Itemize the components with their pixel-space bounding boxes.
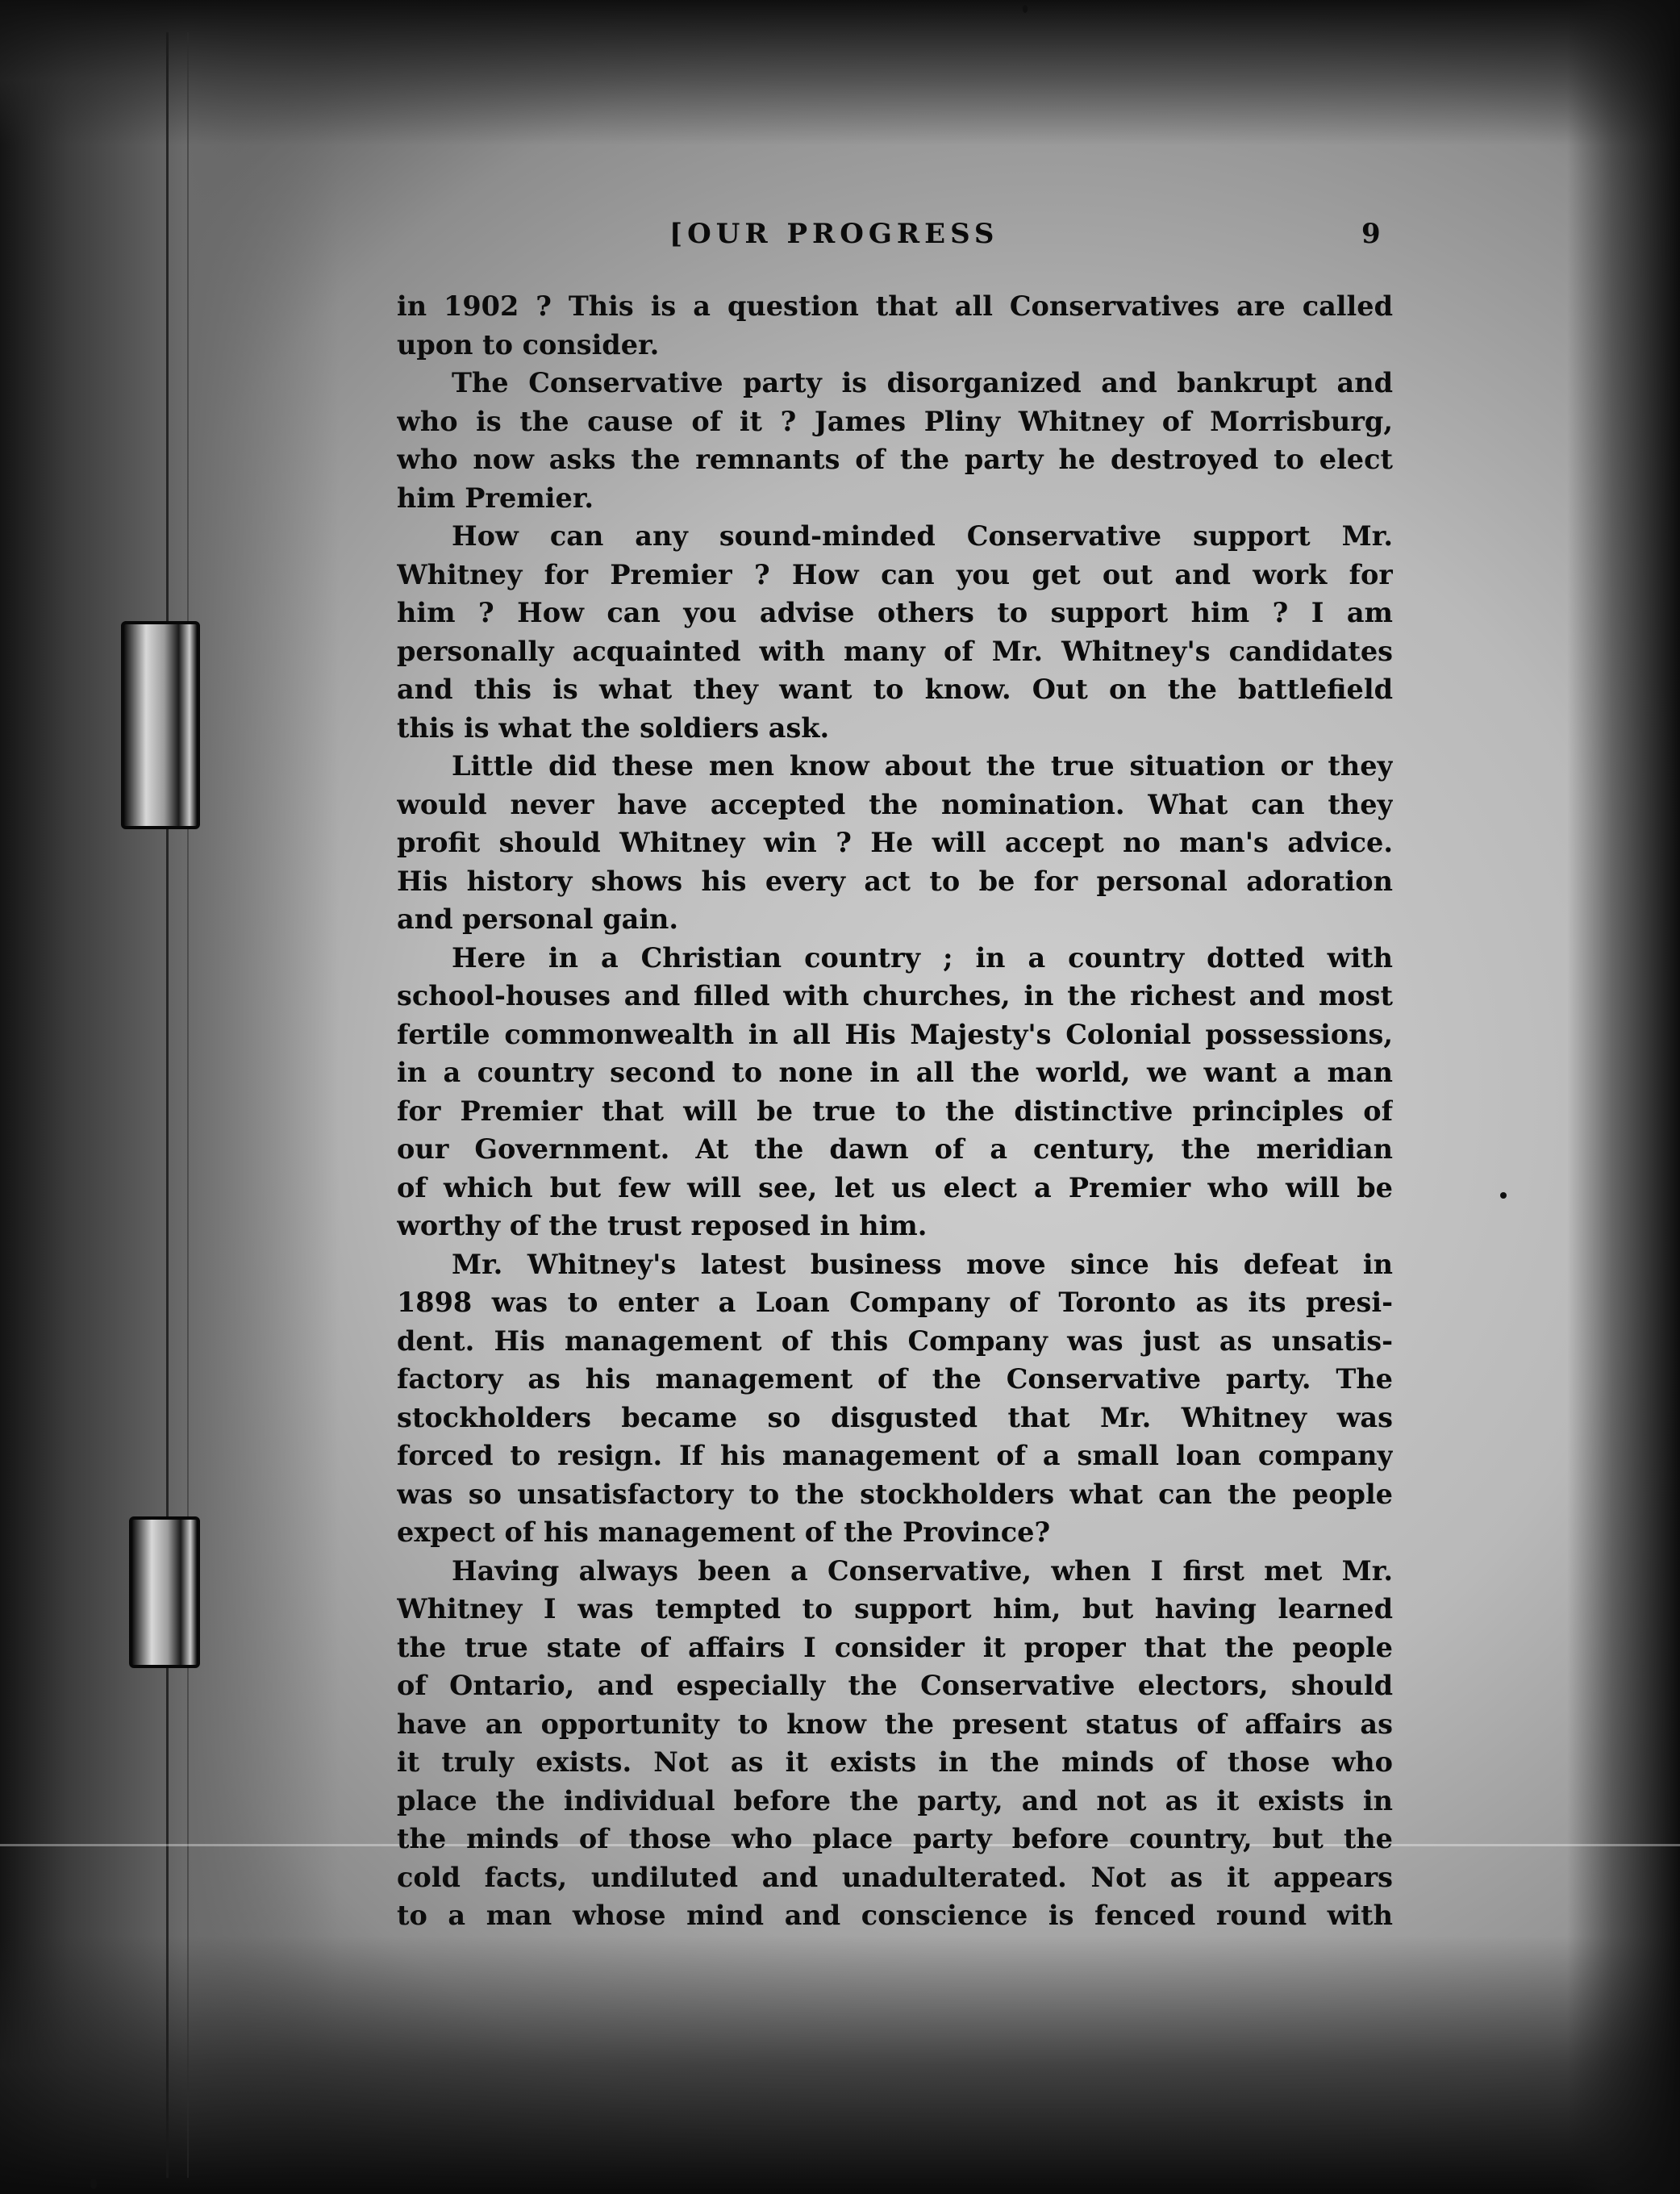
- text-line: have an opportunity to know the present status of affairs as: [397, 1708, 1393, 1740]
- binding-tape-top: [121, 621, 200, 829]
- text-line: forced to resign. If his management of a small loan company: [397, 1440, 1393, 1471]
- dust-speck: [1023, 5, 1028, 13]
- text-line: was so unsatisfactory to the stockholders what can the people: [397, 1478, 1393, 1510]
- binding-crease-secondary: [187, 32, 189, 2178]
- body-text: [397, 287, 1393, 1935]
- binding-shadow: [0, 0, 339, 2194]
- text-line: our Government. At the dawn of a century, the meridian: [397, 1133, 1393, 1165]
- text-line: personally acquainted with many of Mr. Whitney's candidates: [397, 635, 1393, 667]
- bottom-edge-shadow: [0, 1936, 1680, 2194]
- text-line: factory as his management of the Conservative party. The: [397, 1363, 1393, 1395]
- text-line: in 1902 ? This is a question that all Conservatives are called: [397, 290, 1393, 322]
- text-line: Whitney I was tempted to support him, but having learned: [397, 1593, 1393, 1625]
- dust-speck: [90, 2178, 97, 2189]
- text-line: profit should Whitney win ? He will accept no man's advice.: [397, 827, 1393, 858]
- text-line: to a man whose mind and conscience is fenced round with: [397, 1900, 1393, 1931]
- text-line: Whitney for Premier ? How can you get out and work for: [397, 558, 1393, 590]
- text-line: expect of his management of the Province?: [397, 1516, 1051, 1548]
- text-line: in a country second to none in all the world, we want a man: [397, 1057, 1393, 1088]
- right-edge-shadow: [1567, 0, 1680, 2194]
- text-line: and personal gain.: [397, 903, 679, 935]
- text-line: him ? How can you advise others to support him ? I am: [397, 597, 1393, 628]
- text-line: fertile commonwealth in all His Majesty's Colonial possessions,: [397, 1018, 1393, 1050]
- text-line: Here in a Christian country ; in a country dotted with: [452, 941, 1393, 974]
- text-line: and this is what they want to know. Out on the battlefield: [397, 674, 1393, 705]
- text-line: worthy of the trust reposed in him.: [397, 1210, 928, 1241]
- dust-speck: [1500, 1192, 1507, 1199]
- running-title: [OUR PROGRESS: [669, 218, 999, 250]
- text-line: who is the cause of it ? James Pliny Whitney of Morrisburg,: [397, 405, 1393, 437]
- top-edge-shadow: [0, 0, 1680, 145]
- text-line: His history shows his every act to be for personal adoration: [397, 865, 1393, 897]
- running-header: [669, 218, 1395, 258]
- text-line: him Premier.: [397, 482, 594, 514]
- text-line: upon to consider.: [397, 328, 660, 361]
- text-line: for Premier that will be true to the distinctive principles of: [397, 1095, 1393, 1127]
- text-line: of Ontario, and especially the Conservative electors, should: [397, 1670, 1393, 1701]
- text-line: school-houses and filled with churches, in the richest and most: [397, 980, 1393, 1011]
- text-line: the true state of affairs I consider it proper that the people: [397, 1631, 1393, 1663]
- text-line: dent. His management of this Company was just as unsatis-: [397, 1324, 1393, 1357]
- text-line: place the individual before the party, and not as it exists in: [397, 1784, 1393, 1817]
- text-line: would never have accepted the nomination. What can they: [397, 788, 1393, 820]
- text-line: it truly exists. Not as it exists in the minds of those who: [397, 1746, 1393, 1778]
- text-line: 1898 was to enter a Loan Company of Toronto as its presi-: [397, 1287, 1393, 1318]
- text-line: The Conservative party is disorganized and bankrupt and: [452, 367, 1393, 398]
- text-line: Having always been a Conservative, when I first met Mr.: [452, 1554, 1393, 1587]
- text-line: this is what the soldiers ask.: [397, 711, 830, 744]
- text-line: cold facts, undiluted and unadulterated. Not as it appears: [397, 1861, 1393, 1893]
- text-line: the minds of those who place party before country, but the: [397, 1823, 1393, 1854]
- text-line: stockholders became so disgusted that Mr. Whitney was: [397, 1401, 1393, 1433]
- text-line: of which but few will see, let us elect a Premier who will be: [397, 1171, 1393, 1203]
- page-number: 9: [1361, 218, 1386, 250]
- binding-tape-bottom: [129, 1516, 200, 1668]
- text-line: who now asks the remnants of the party he destroyed to elect: [397, 444, 1393, 475]
- binding-crease: [166, 32, 169, 2178]
- text-line: Mr. Whitney's latest business move since his defeat in: [452, 1248, 1393, 1280]
- text-line: How can any sound-minded Conservative support Mr.: [452, 520, 1393, 552]
- text-line: Little did these men know about the true situation or they: [452, 750, 1393, 782]
